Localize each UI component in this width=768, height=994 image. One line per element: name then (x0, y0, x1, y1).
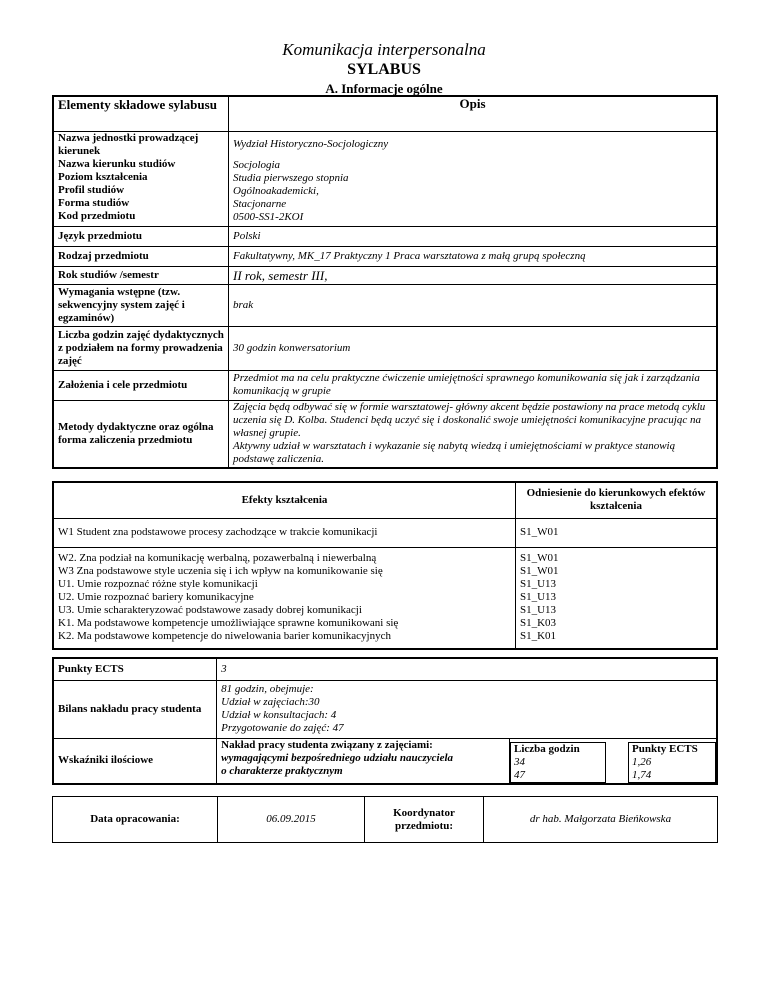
hours-column (510, 738, 607, 784)
document-subtitle: SYLABUS (347, 61, 421, 78)
label-year: Rok studiów /semestr (53, 266, 229, 284)
workload-line: Udział w zajęciach:30 (221, 695, 320, 708)
outcome-item: U1. Umie rozpoznać różne style komunikacji (58, 577, 258, 590)
reference-item: S1_W01 (520, 551, 559, 564)
indicator-line: wymagającymi bezpośredniego udziału nauczyciela (221, 751, 454, 764)
value-code: 0500-SS1-2KOI (233, 210, 304, 223)
hours-value: 47 (514, 768, 525, 781)
hours-value: 34 (514, 755, 525, 768)
indicator-line: o charakterze praktycznym (221, 764, 343, 777)
value-form: Stacjonarne (233, 197, 287, 210)
value-goals: Przedmiot ma na celu praktyczne ćwiczenie umiejętności sprawnego komunikowania się jak i zarządzania komunikacją w grupie (229, 370, 718, 400)
workload-line: 81 godzin, obejmuje: (221, 682, 314, 695)
ects-table (52, 657, 718, 785)
label-type: Rodzaj przedmiotu (53, 246, 229, 266)
general-info-table (52, 95, 718, 469)
indicators-description (217, 738, 510, 784)
label-hours: Liczba godzin zajęć dydaktycznych z podziałem na formy prowadzenia zajęć (53, 326, 229, 370)
workload-line: Przygotowanie do zajęć: 47 (221, 721, 344, 734)
label-goals: Założenia i cele przedmiotu (53, 370, 229, 400)
label-field: Nazwa kierunku studiów (58, 157, 176, 170)
footer-table (52, 796, 718, 843)
reference-header: Odniesienie do kierunkowych efektów kształcenia (516, 482, 718, 518)
label-methods: Metody dydaktyczne oraz ogólna forma zaliczenia przedmiotu (53, 400, 229, 468)
value-level: Studia pierwszego stopnia (233, 171, 349, 184)
label-code: Kod przedmiotu (58, 209, 136, 222)
outcome-w1: W1 Student zna podstawowe procesy zachodzące w trakcie komunikacji (53, 518, 516, 547)
value-year: II rok, semestr III, (229, 266, 718, 284)
outcome-item: U3. Umie scharakteryzować podstawowe zasady dobrej komunikacji (58, 603, 362, 616)
points-value: 1,26 (632, 755, 652, 768)
value-unit: Wydział Historyczno-Socjologiczny (233, 137, 389, 150)
value-language: Polski (229, 226, 718, 246)
outcome-item: U2. Umie rozpoznać bariery komunikacyjne (58, 590, 254, 603)
label-profile: Profil studiów (58, 183, 125, 196)
value-type: Fakultatywny, MK_17 Praktyczny 1 Praca warsztatowa z małą grupą społeczną (229, 246, 718, 266)
group1-labels (53, 131, 229, 226)
workload-breakdown (217, 680, 717, 738)
ref-w1: S1_W01 (516, 518, 718, 547)
workload-line: Udział w konsultacjach: 4 (221, 708, 337, 721)
reference-item: S1_W01 (520, 564, 559, 577)
points-value: 1,74 (632, 768, 652, 781)
value-date: 06.09.2015 (218, 797, 365, 843)
reference-item: S1_K01 (520, 629, 557, 642)
group1-values (229, 131, 718, 226)
value-prerequisites: brak (229, 284, 718, 326)
section-heading: A. Informacje ogólne (325, 81, 443, 96)
label-level: Poziom kształcenia (58, 170, 148, 183)
value-hours: 30 godzin konwersatorium (229, 326, 718, 370)
reference-item: S1_U13 (520, 577, 557, 590)
methods-text-2: Aktywny udział w warsztatach i wykazanie się nabytą wiedzą i umiejętnościami w praktyce stanowią podstawę zaliczenia. (233, 439, 676, 465)
label-workload: Bilans nakładu pracy studenta (53, 680, 217, 738)
learning-outcomes-table (52, 481, 718, 650)
label-coordinator: Koordynator przedmiotu: (365, 797, 484, 843)
indicator-line: Nakład pracy studenta związany z zajęciami: (221, 738, 433, 751)
reference-list (516, 547, 718, 649)
value-profile: Ogólnoakademicki, (233, 184, 319, 197)
value-coordinator: dr hab. Małgorzata Bieńkowska (484, 797, 718, 843)
outcome-item: W2. Zna podział na komunikację werbalną, pozawerbalną i niewerbalną (58, 551, 377, 564)
outcomes-header: Efekty kształcenia (53, 482, 516, 518)
outcome-item: K2. Ma podstawowe kompetencje do niwelowania barier komunikacyjnych (58, 629, 391, 642)
points-column (606, 738, 717, 784)
outcomes-list (53, 547, 516, 649)
value-methods (229, 400, 718, 468)
document-title: Komunikacja interpersonalna (282, 40, 486, 59)
label-ects: Punkty ECTS (53, 658, 217, 680)
value-ects: 3 (217, 658, 717, 680)
col-header-description: Opis (229, 96, 718, 131)
outcome-item: K1. Ma podstawowe kompetencje umożliwiające sprawne komunikowani się (58, 616, 399, 629)
reference-item: S1_U13 (520, 603, 557, 616)
outcome-item: W3 Zna podstawowe style uczenia się i ich wpływ na komunikowanie się (58, 564, 383, 577)
label-language: Język przedmiotu (53, 226, 229, 246)
reference-item: S1_K03 (520, 616, 557, 629)
label-unit: Nazwa jednostki prowadzącej kierunek (58, 131, 199, 157)
label-date: Data opracowania: (53, 797, 218, 843)
hours-header: Liczba godzin (514, 742, 580, 755)
label-form: Forma studiów (58, 196, 130, 209)
label-prerequisites: Wymagania wstępne (tzw. sekwencyjny system zajęć i egzaminów) (53, 284, 229, 326)
methods-text-1: Zajęcia będą odbywać się w formie warsztatowej- główny akcent będzie postawiony na prace metodą cyklu uczenia się D. Kolba. Studenci będą uczyć się i doskonalić swoje umiejętności komunikacyjne pracując na własnej grupie. (233, 400, 706, 439)
points-header: Punkty ECTS (632, 742, 698, 755)
label-indicators: Wskaźniki ilościowe (53, 738, 217, 784)
reference-item: S1_U13 (520, 590, 557, 603)
value-field: Socjologia (233, 158, 281, 171)
col-header-elements: Elementy składowe sylabusu (53, 96, 229, 131)
